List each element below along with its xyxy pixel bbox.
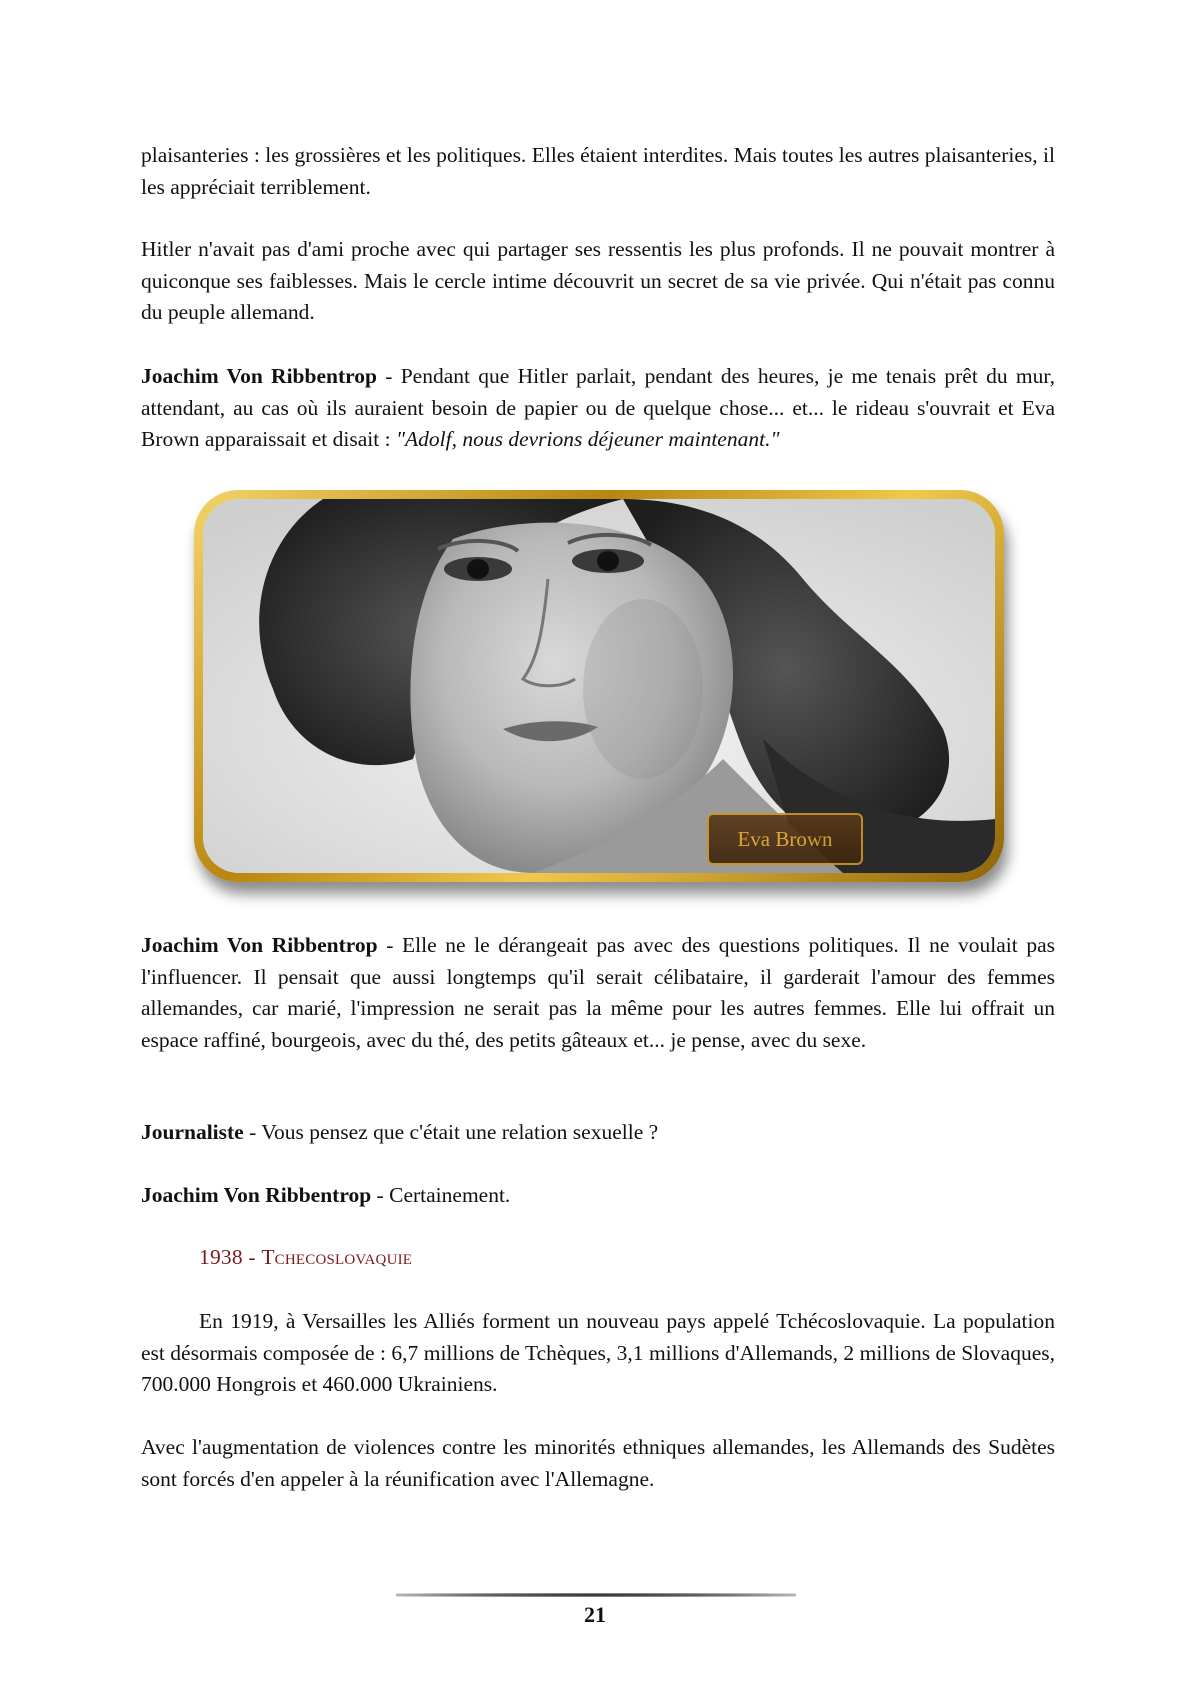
quoted-speech: "Adolf, nous devrions déjeuner maintenant." — [395, 427, 780, 451]
speaker-name: Joachim Von Ribbentrop — [141, 364, 377, 388]
paragraph-text: En 1919, à Versailles les Alliés forment un nouveau pays appelé Tchécoslovaquie. La population est désormais composée de : 6,7 millions de Tchèques, 3,1 millions d'Allemands, 2 millions de Slovaques, 700.000 Hongrois et 460.000 Ukrainiens. — [141, 1309, 1055, 1396]
paragraph-text: Avec l'augmentation de violences contre les minorités ethniques allemandes, les Allemands des Sudètes sont forcés d'en appeler à la réunification avec l'Allemagne. — [141, 1435, 1055, 1491]
dialogue-paragraph — [141, 930, 1055, 1056]
photo-frame — [194, 490, 1004, 882]
speaker-name: Journaliste — [141, 1120, 244, 1144]
paragraph — [141, 1306, 1055, 1401]
paragraph — [141, 234, 1055, 329]
dialogue-text: - Pendant que Hitler parlait, pendant des heures, je me tenais prêt du mur, attendant, au cas où ils auraient besoin de papier ou de quelque chose... et... le rideau s'ouvrait et Eva Brown apparaissait et disait : — [141, 364, 1055, 451]
dialogue-text: - Elle ne le dérangeait pas avec des questions politiques. Il ne voulait pas l'influencer. Il pensait que aussi longtemps qu'il serait célibataire, il garderait l'amour des femmes allemandes, car marié, l'impression ne serait pas la même pour les autres femmes. Elle lui offrait un espace raffiné, bourgeois, avec du thé, des petits gâteaux et... je pense, avec du sexe. — [141, 933, 1055, 1052]
speaker-name: Joachim Von Ribbentrop — [141, 933, 378, 957]
portrait-image — [203, 499, 995, 873]
dialogue-paragraph — [141, 1180, 1055, 1212]
paragraph-text: Hitler n'avait pas d'ami proche avec qui partager ses ressentis les plus profonds. Il ne pouvait montrer à quiconque ses faiblesses. Mais le cercle intime découvrit un secret de sa vie privée. Qui n'était pas connu du peuple allemand. — [141, 237, 1055, 324]
footer-divider — [396, 1593, 796, 1597]
paragraph — [141, 140, 1055, 203]
portrait-photo — [203, 499, 995, 873]
photo-caption: Eva Brown — [707, 813, 863, 865]
dialogue-paragraph — [141, 361, 1055, 456]
paragraph-text: plaisanteries : les grossières et les politiques. Elles étaient interdites. Mais toutes les autres plaisanteries, il les appréciait terriblement. — [141, 143, 1055, 199]
dialogue-text: - Certainement. — [371, 1183, 511, 1207]
section-heading — [199, 1245, 412, 1270]
speaker-name: Joachim Von Ribbentrop — [141, 1183, 372, 1207]
paragraph — [141, 1432, 1055, 1495]
dialogue-text: - Vous pensez que c'était une relation sexuelle ? — [243, 1120, 659, 1144]
section-title: Tchecoslovaquie — [261, 1245, 413, 1269]
page-number: 21 — [584, 1602, 606, 1627]
section-year: 1938 - — [199, 1245, 262, 1269]
dialogue-paragraph — [141, 1117, 1055, 1149]
